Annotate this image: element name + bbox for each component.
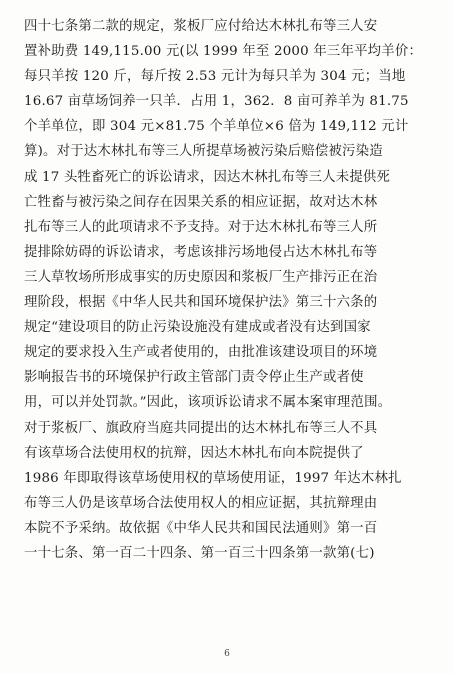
text-line: 用，可以并处罚款。”因此，该项诉讼请求不属本案审理范围。 [24, 395, 392, 411]
text-line: 16.67 亩草场饲养一只羊．占用 1，362．8 亩可养羊为 81.75 [24, 94, 409, 110]
text-line: 个羊单位，即 304 元×81.75 个羊单位×6 倍为 149,112 元计 [24, 119, 409, 135]
text-line: 四十七条第二款的规定，浆板厂应付给达木林扎布等三人安 [24, 19, 378, 34]
text-line: 扎布等三人的此项请求不予支持。对于达木林扎布等三人所 [24, 219, 378, 235]
text-line: 1986 年即取得该草场使用权的草场使用证，1997 年达木林扎 [24, 470, 402, 486]
text-line: 布等三人仍是该草场合法使用权人的相应证据，其抗辩理由 [24, 495, 378, 511]
text-line: 理阶段，根据《中华人民共和国环境保护法》第三十六条的 [24, 295, 378, 311]
text-line: 本院不予采纳。故依据《中华人民共和国民法通则》第一百 [24, 520, 378, 536]
text-line: 对于浆板厂、旗政府当庭共同提出的达木林扎布等三人不具 [24, 420, 378, 436]
text-line: 影响报告书的环境保护行政主管部门责令停止生产或者使 [24, 370, 364, 386]
text-line: 成 17 头牲畜死亡的诉讼请求，因达木林扎布等三人未提供死 [24, 169, 391, 185]
text-line: 亡牲畜与被污染之间存在因果关系的相应证据，故对达木林 [24, 194, 378, 210]
text-line: 三人草牧场所形成事实的历史原因和浆板厂生产排污正在治 [24, 269, 378, 285]
text-line: 置补助费 149,115.00 元(以 1999 年至 2000 年三年平均羊价： [24, 44, 423, 60]
text-line: 一十七条、第一百二十四条、第一百三十四条第一款第(七) [24, 545, 375, 561]
text-line: 提排除妨碍的诉讼请求，考虑该排污场地侵占达木林扎布等 [24, 244, 378, 260]
text-line: 有该草场合法使用权的抗辩，因达木林扎布向本院提供了 [24, 445, 364, 461]
page-number: 6 [224, 649, 230, 659]
text-line: 规定“建设项目的防止污染设施没有建成或者没有达到国家 [24, 320, 371, 336]
text-line: 规定的要求投入生产或者使用的，由批准该建设项目的环境 [24, 345, 378, 361]
text-line: 算)。对于达木林扎布等三人所提草场被污染后赔偿被污染造 [24, 144, 383, 160]
text-line: 每只羊按 120 斤，每斤按 2.53 元计为每只羊为 304 元；当地 [24, 69, 406, 85]
body-text [24, 14, 436, 566]
